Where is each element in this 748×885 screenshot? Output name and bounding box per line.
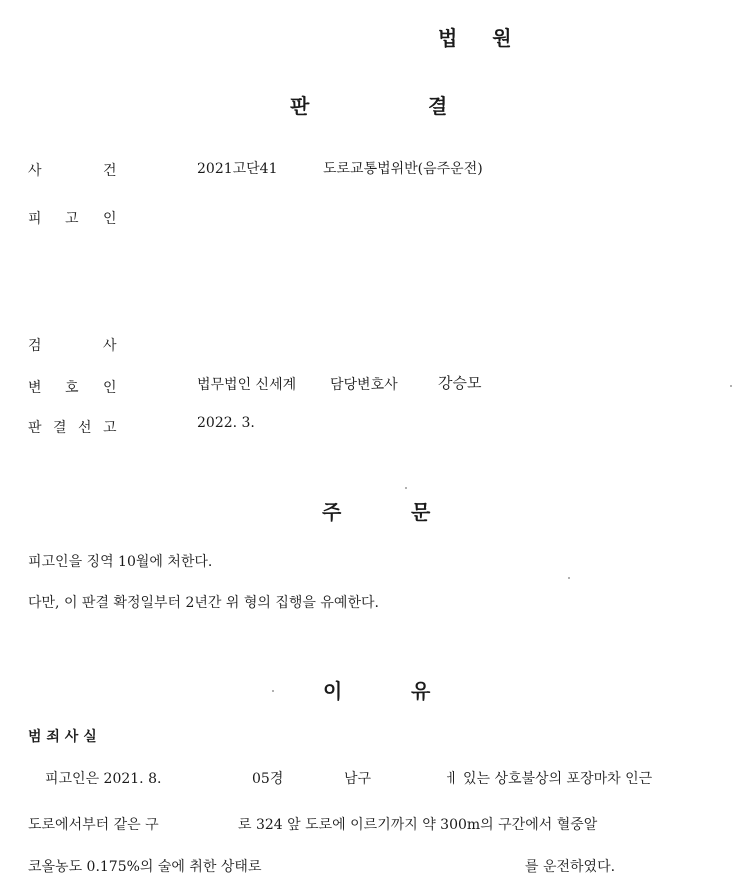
prosecutor-label-1: 검 [28, 338, 42, 354]
order-line-2: 다만, 이 판결 확정일부터 2년간 위 형의 집행을 유예한다. [28, 595, 379, 611]
order-title-right: 문 [411, 500, 431, 524]
judgment-title-right: 결 [428, 94, 448, 118]
crime-fact-line-2a: 도로에서부터 같은 구 [28, 817, 159, 833]
scan-speck [405, 487, 407, 489]
crime-fact-line-3b: 를 운전하였다. [525, 859, 616, 875]
scan-speck [272, 690, 274, 692]
court-name: 법 원 [438, 26, 526, 50]
order-title-left: 주 [322, 500, 342, 524]
prosecutor-label-2: 사 [103, 338, 117, 354]
crime-fact-line-3a: 코올농도 0.175%의 술에 취한 상태로 [28, 859, 262, 875]
crime-fact-line-1d: ㅔ 있는 상호불상의 포장마차 인근 [445, 771, 653, 787]
reasons-title-right: 유 [411, 679, 431, 703]
judgment-title-left: 판 [290, 94, 310, 118]
sentence-date-label-2: 결 [53, 420, 67, 436]
scan-speck [568, 577, 570, 579]
defendant-label-3: 인 [103, 211, 117, 227]
crime-fact-line-1c: 남구 [344, 771, 372, 787]
crime-fact-line-2b: 로 324 앞 도로에 이르기까지 약 300m의 구간에서 혈중알 [238, 817, 598, 833]
attorney-label-1: 변 [28, 380, 42, 396]
crime-fact-line-1b: 05경 [252, 771, 284, 787]
attorney-firm: 법무법인 신세계 [197, 377, 297, 393]
case-label-2: 건 [103, 163, 117, 179]
attorney-role: 담당변호사 [330, 377, 398, 393]
crime-facts-heading: 범 죄 사 실 [28, 729, 97, 745]
sentence-date-label-1: 판 [28, 420, 42, 436]
defendant-label-2: 고 [65, 211, 79, 227]
reasons-title-left: 이 [323, 679, 343, 703]
defendant-label-1: 피 [28, 211, 42, 227]
scan-speck [730, 385, 732, 387]
attorney-label-2: 호 [65, 380, 79, 396]
sentence-date: 2022. 3. [197, 415, 255, 431]
attorney-name: 강승모 [438, 374, 482, 392]
order-line-1: 피고인을 징역 10월에 처한다. [28, 554, 213, 570]
case-name: 도로교통법위반(음주운전) [323, 161, 483, 177]
crime-fact-line-1a: 피고인은 2021. 8. [45, 771, 162, 787]
sentence-date-label-3: 선 [78, 420, 92, 436]
case-number: 2021고단41 [197, 161, 278, 177]
sentence-date-label-4: 고 [103, 420, 117, 436]
attorney-label-3: 인 [103, 380, 117, 396]
case-label-1: 사 [28, 163, 42, 179]
